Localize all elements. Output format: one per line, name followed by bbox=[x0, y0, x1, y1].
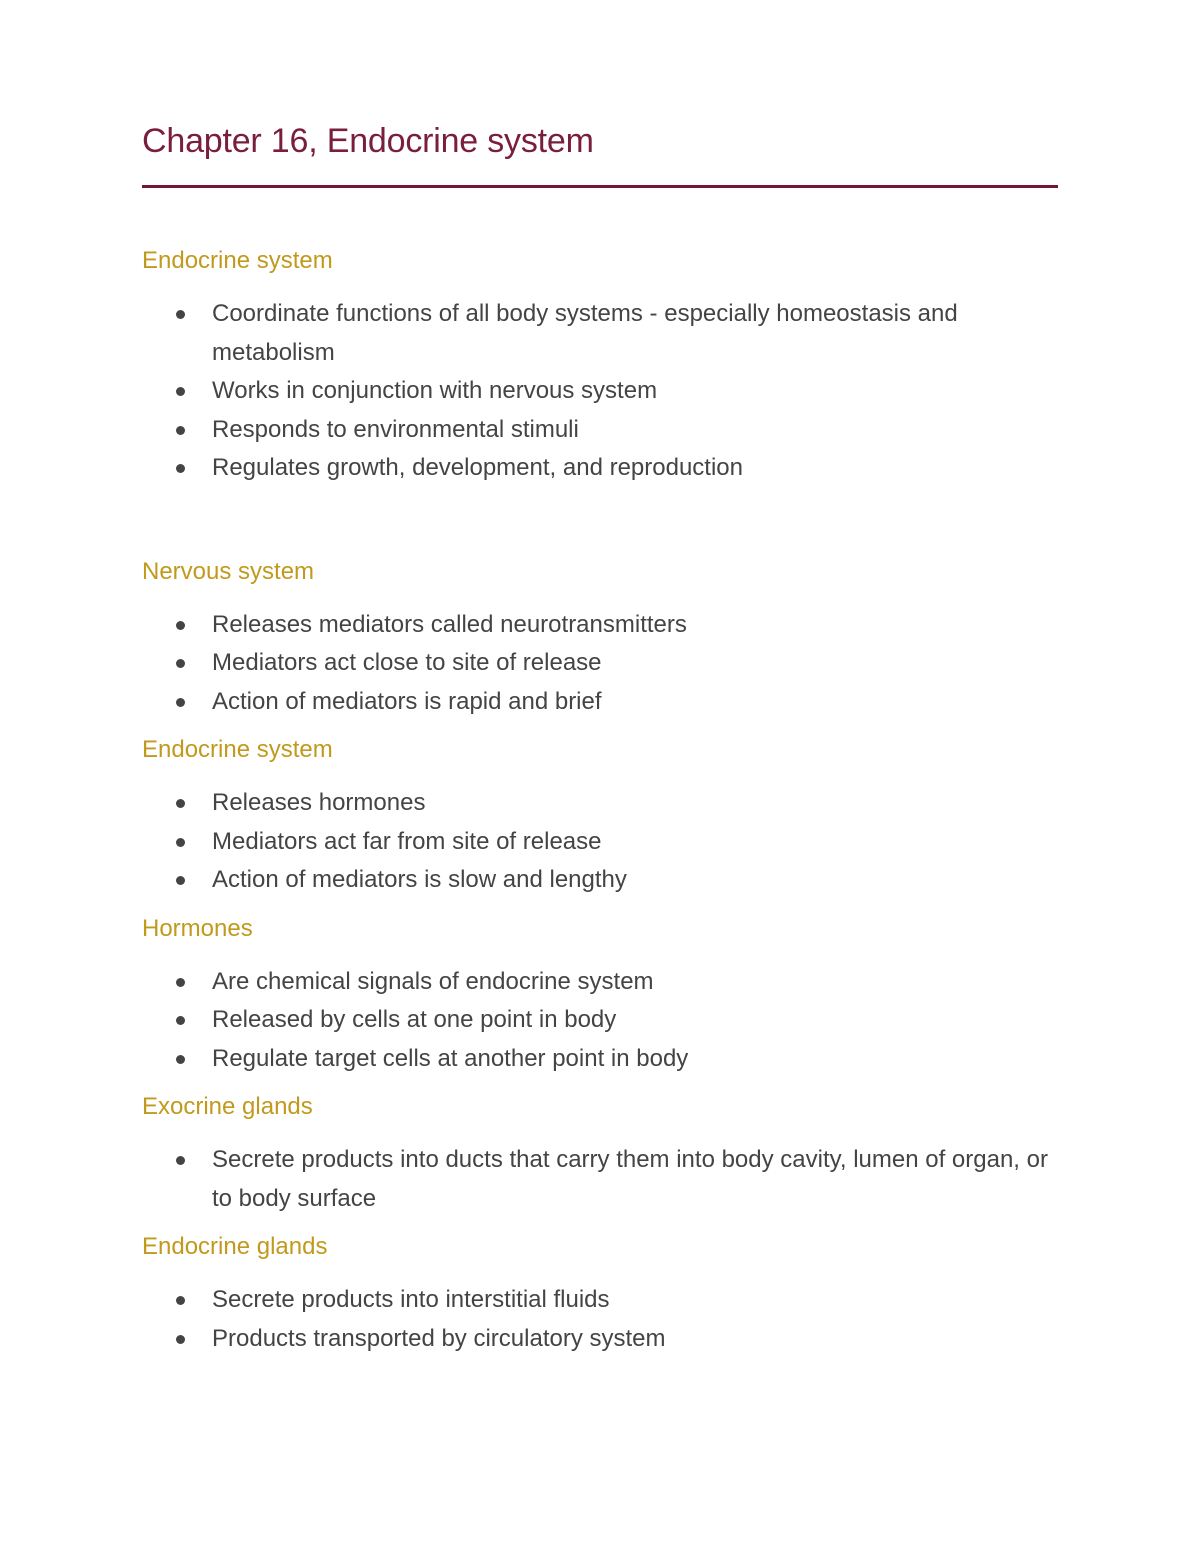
list-item-text: Regulates growth, development, and reproduction bbox=[212, 454, 743, 481]
bullet-icon bbox=[176, 426, 185, 435]
list-item bbox=[142, 823, 1058, 862]
list-item bbox=[142, 295, 1058, 372]
list-item-text: Works in conjunction with nervous system bbox=[212, 377, 658, 404]
bullet-list bbox=[142, 295, 1058, 488]
bullet-icon bbox=[176, 621, 185, 630]
list-item-text: Secrete products into interstitial fluids bbox=[212, 1286, 610, 1313]
section-endocrine-system bbox=[142, 245, 1058, 488]
list-item bbox=[142, 1320, 1058, 1359]
list-item bbox=[142, 449, 1058, 488]
section-heading: Endocrine glands bbox=[142, 1233, 328, 1260]
bullet-icon bbox=[176, 698, 185, 707]
list-item bbox=[142, 861, 1058, 900]
list-item bbox=[142, 1141, 1058, 1218]
bullet-icon bbox=[176, 978, 185, 987]
bullet-icon bbox=[176, 659, 185, 668]
page-title: Chapter 16, Endocrine system bbox=[142, 122, 594, 160]
list-item-text: Releases hormones bbox=[212, 789, 426, 816]
bullet-icon bbox=[176, 464, 185, 473]
list-item bbox=[142, 1281, 1058, 1320]
list-item bbox=[142, 606, 1058, 645]
list-item-text: Products transported by circulatory system bbox=[212, 1324, 666, 1352]
bullet-icon bbox=[176, 838, 185, 847]
list-item-text: Responds to environmental stimuli bbox=[212, 415, 579, 443]
list-item bbox=[142, 683, 1058, 722]
section-heading: Nervous system bbox=[142, 557, 315, 585]
bullet-list bbox=[142, 963, 1058, 1079]
list-item-text: Releases mediators called neurotransmitters bbox=[212, 610, 687, 638]
title-divider bbox=[142, 185, 1058, 188]
list-item bbox=[142, 644, 1058, 683]
section-heading: Endocrine system bbox=[142, 247, 333, 274]
list-item bbox=[142, 1001, 1058, 1040]
list-item bbox=[142, 784, 1058, 823]
bullet-icon bbox=[176, 387, 185, 396]
bullet-list bbox=[142, 1281, 1058, 1358]
section-hormones bbox=[142, 913, 1058, 1079]
list-item bbox=[142, 372, 1058, 411]
list-item-text: Mediators act close to site of release bbox=[212, 649, 602, 676]
list-item-text: Action of mediators is slow and lengthy bbox=[212, 866, 627, 893]
section-heading: Exocrine glands bbox=[142, 1093, 313, 1120]
list-item-text: Released by cells at one point in body bbox=[212, 1006, 617, 1033]
bullet-icon bbox=[176, 310, 185, 319]
list-item-text: Mediators act far from site of release bbox=[212, 827, 602, 855]
bullet-icon bbox=[176, 1055, 185, 1064]
section-heading: Endocrine system bbox=[142, 736, 333, 763]
list-item-text: Are chemical signals of endocrine system bbox=[212, 967, 654, 995]
document-page bbox=[142, 118, 1058, 1358]
list-item bbox=[142, 963, 1058, 1002]
bullet-icon bbox=[176, 1156, 185, 1165]
bullet-icon bbox=[176, 1335, 185, 1344]
section-endocrine-glands bbox=[142, 1231, 1058, 1358]
bullet-icon bbox=[176, 1296, 185, 1305]
bullet-icon bbox=[176, 1016, 185, 1025]
bullet-icon bbox=[176, 876, 185, 885]
list-item-text: Coordinate functions of all body systems - especially homeostasis and metabolism bbox=[212, 300, 958, 366]
list-item-text: Secrete products into ducts that carry them into body cavity, lumen of organ, or to body surface bbox=[212, 1146, 1048, 1212]
section-exocrine-glands bbox=[142, 1091, 1058, 1218]
list-item-text: Action of mediators is rapid and brief bbox=[212, 687, 602, 715]
section-heading: Hormones bbox=[142, 914, 253, 942]
section-endocrine-system-2 bbox=[142, 734, 1058, 900]
bullet-list bbox=[142, 606, 1058, 722]
section-nervous-system bbox=[142, 556, 1058, 722]
list-item bbox=[142, 411, 1058, 450]
bullet-icon bbox=[176, 799, 185, 808]
list-item bbox=[142, 1040, 1058, 1079]
list-item-text: Regulate target cells at another point in body bbox=[212, 1044, 689, 1072]
bullet-list bbox=[142, 1141, 1058, 1218]
bullet-list bbox=[142, 784, 1058, 900]
